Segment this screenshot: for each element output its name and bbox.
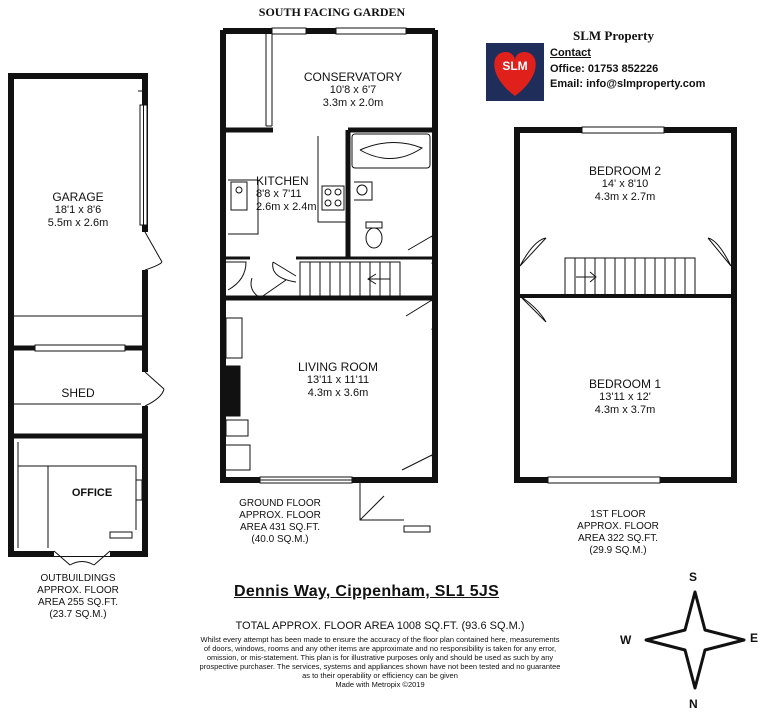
first-floor-area	[558, 509, 678, 557]
living-room-label	[258, 361, 418, 400]
garage-imperial: 18'1 x 8'6	[54, 204, 102, 216]
disclaimer	[150, 635, 610, 689]
kitchen-imperial: 8'8 x 7'11	[256, 188, 302, 200]
bedroom1-name: BEDROOM 1	[588, 377, 661, 391]
outbuildings-area-l3: AREA 255 SQ.FT.	[37, 597, 119, 608]
agency-email[interactable]: Email: info@slmproperty.com	[550, 78, 706, 90]
agency-office-phone[interactable]: Office: 01753 852226	[550, 63, 659, 75]
ground-floor-area-l2: APPROX. FLOOR	[239, 510, 321, 521]
ground-front-window	[260, 477, 352, 483]
living-room-metric: 4.3m x 3.6m	[307, 387, 369, 399]
conservatory-metric: 3.3m x 2.0m	[322, 97, 384, 109]
agency-name: SLM Property	[573, 28, 654, 43]
bedroom1-imperial: 13'11 x 12'	[599, 391, 651, 403]
first-floor-area-l1: 1ST FLOOR	[590, 509, 646, 520]
first-stairs	[565, 258, 695, 296]
garage-metric: 5.5m x 2.6m	[47, 217, 109, 229]
ground-floor-area-l4: (40.0 SQ.M.)	[251, 534, 309, 545]
property-address: Dennis Way, Cippenham, SL1 5JS	[234, 583, 500, 600]
kitchen-label	[256, 175, 336, 214]
compass-rose	[646, 592, 744, 688]
total-floor-area: TOTAL APPROX. FLOOR AREA 1008 SQ.FT. (93.6 SQ.M.)	[235, 620, 525, 632]
first-floor-area-l3: AREA 322 SQ.FT.	[577, 533, 659, 544]
garage-name: GARAGE	[52, 190, 104, 204]
kitchen-name: KITCHEN	[256, 174, 309, 188]
bedroom2-imperial: 14' x 8'10	[601, 178, 649, 190]
disclaimer-line: Made with Metropix ©2019	[335, 680, 425, 689]
garage-side-door	[141, 232, 162, 270]
outbuildings-area-l4: (23.7 SQ.M.)	[49, 609, 107, 620]
ground-floor-area-l1: GROUND FLOOR	[239, 498, 321, 509]
shed-name: SHED	[61, 386, 95, 400]
bedroom2-label	[545, 165, 705, 204]
office-bay	[18, 442, 142, 565]
disclaimer-line: prospective purchaser. The services, systems and appliances shown have not been tested and no guarantee	[199, 662, 561, 671]
living-room-imperial: 13'11 x 11'11	[306, 374, 370, 386]
compass-s: S	[689, 570, 698, 584]
disclaimer-line: of doors, windows, rooms and any other items are approximate and no responsibility is taken for any error,	[203, 644, 557, 653]
compass-e: E	[750, 631, 759, 645]
disclaimer-line: as to their operability or efficiency can be given	[302, 671, 458, 680]
kitchen-metric: 2.6m x 2.4m	[256, 201, 317, 213]
bath-fixture	[352, 134, 430, 248]
living-room-fireplace	[226, 318, 250, 470]
conservatory-imperial: 10'8 x 6'7	[329, 84, 377, 96]
bedroom2-metric: 4.3m x 2.7m	[594, 191, 656, 203]
first-floor-area-l2: APPROX. FLOOR	[577, 521, 659, 532]
compass-n: N	[689, 697, 698, 711]
disclaimer-line: Whilst every attempt has been made to ensure the accuracy of the floor plan contained here, measurements	[200, 635, 560, 644]
garden-label: SOUTH FACING GARDEN	[258, 5, 406, 19]
outbuildings-walls	[11, 76, 145, 554]
bedroom1-metric: 4.3m x 3.7m	[594, 404, 656, 416]
contact-label: Contact	[550, 47, 591, 59]
bedroom1-label	[545, 378, 705, 417]
conservatory-name: CONSERVATORY	[303, 70, 403, 84]
ground-floor-area-l3: AREA 431 SQ.FT.	[239, 522, 321, 533]
garage-label	[11, 191, 145, 230]
living-room-name: LIVING ROOM	[297, 360, 378, 374]
conservatory-label	[273, 71, 433, 110]
shed-window	[35, 345, 125, 351]
outbuildings-area-l1: OUTBUILDINGS	[40, 573, 116, 584]
ground-floor-area	[220, 498, 340, 546]
first-floor-area-l4: (29.9 SQ.M.)	[589, 545, 647, 556]
outbuildings-area-l2: APPROX. FLOOR	[37, 585, 119, 596]
logo-text: SLM	[502, 59, 528, 73]
outbuildings-area	[8, 573, 148, 621]
compass-w: W	[620, 633, 632, 647]
ground-stairs	[300, 262, 400, 296]
bedroom2-name: BEDROOM 2	[588, 164, 661, 178]
disclaimer-line: omission, or mis-statement. This plan is for illustrative purposes only and should be used as such by any	[206, 653, 554, 662]
office-name: OFFICE	[71, 487, 113, 499]
